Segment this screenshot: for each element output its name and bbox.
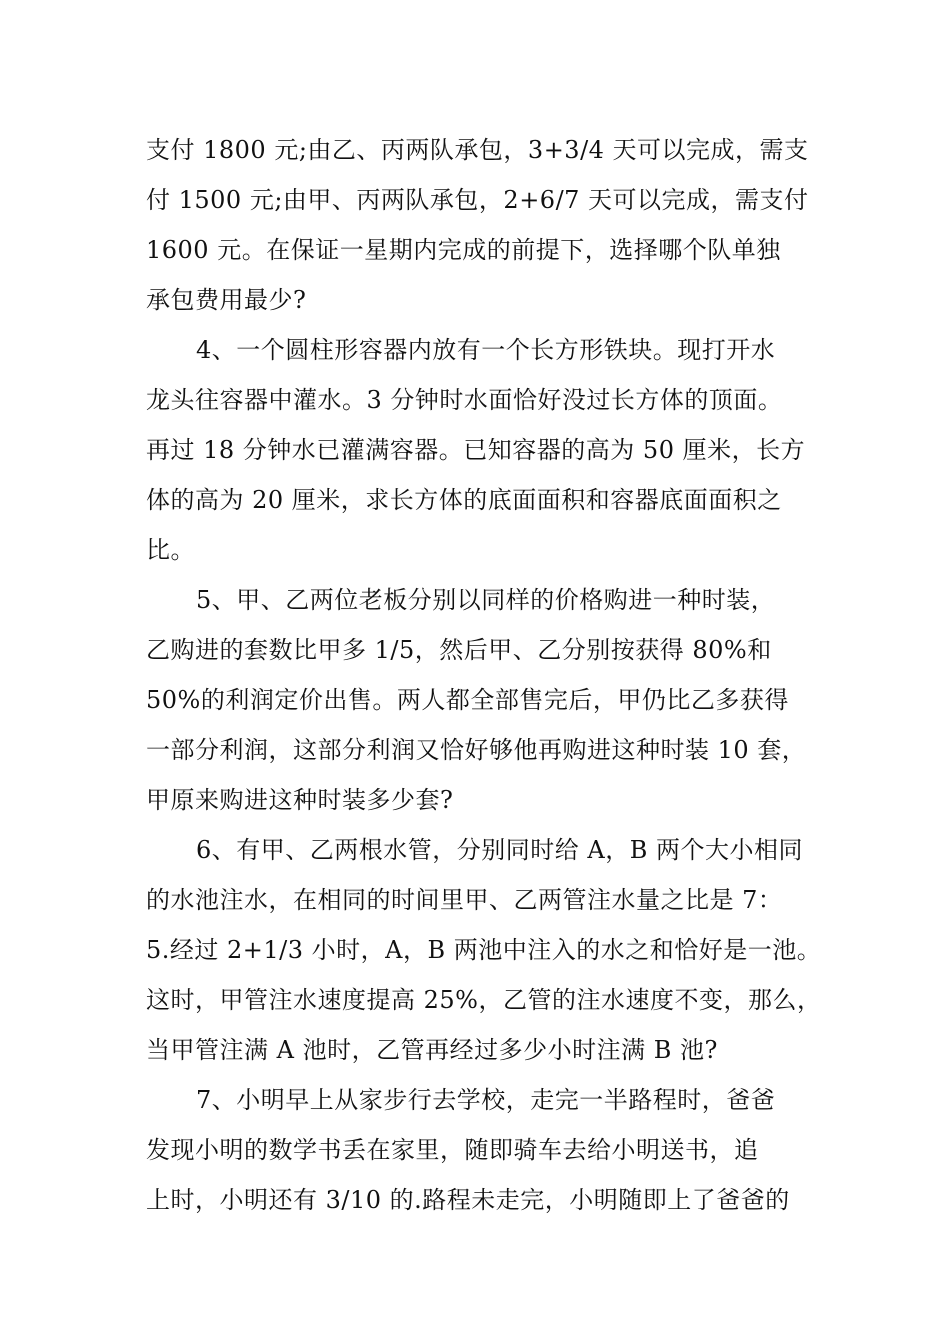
text-line-8: 体的高为 20 厘米，求长方体的底面面积和容器底面面积之 bbox=[146, 486, 782, 514]
text-line-18: 这时，甲管注水速度提高 25%，乙管的注水速度不变，那么， bbox=[146, 986, 822, 1014]
text-line-21: 发现小明的数学书丢在家里，随即骑车去给小明送书，追 bbox=[146, 1136, 759, 1164]
text-line-13: 一部分利润，这部分利润又恰好够他再购进这种时装 10 套， bbox=[146, 736, 807, 764]
text-line-16: 的水池注水，在相同的时间里甲、乙两管注水量之比是 7： bbox=[146, 886, 783, 914]
question-4-start: 4、一个圆柱形容器内放有一个长方形铁块。现打开水 bbox=[196, 336, 776, 364]
question-7-start: 7、小明早上从家步行去学校，走完一半路程时，爸爸 bbox=[196, 1086, 776, 1114]
text-line-17: 5.经过 2+1/3 小时，A，B 两池中注入的水之和恰好是一池。 bbox=[146, 936, 822, 964]
question-5-start: 5、甲、乙两位老板分别以同样的价格购进一种时装， bbox=[196, 586, 776, 614]
text-line-3: 1600 元。在保证一星期内完成的前提下，选择哪个队单独 bbox=[146, 236, 781, 264]
text-line-12: 50%的利润定价出售。两人都全部售完后，甲仍比乙多获得 bbox=[146, 686, 789, 714]
text-line-19: 当甲管注满 A 池时，乙管再经过多少小时注满 B 池? bbox=[146, 1036, 718, 1064]
text-line-1: 支付 1800 元;由乙、丙两队承包，3+3/4 天可以完成，需支 bbox=[146, 136, 809, 164]
text-line-22: 上时，小明还有 3/10 的.路程未走完，小明随即上了爸爸的 bbox=[146, 1186, 790, 1214]
text-line-11: 乙购进的套数比甲多 1/5，然后甲、乙分别按获得 80%和 bbox=[146, 636, 772, 664]
text-line-2: 付 1500 元;由甲、丙两队承包，2+6/7 天可以完成，需支付 bbox=[146, 186, 809, 214]
text-line-6: 龙头往容器中灌水。3 分钟时水面恰好没过长方体的顶面。 bbox=[146, 386, 783, 414]
text-line-7: 再过 18 分钟水已灌满容器。已知容器的高为 50 厘米，长方 bbox=[146, 436, 806, 464]
text-line-14: 甲原来购进这种时装多少套? bbox=[146, 786, 454, 814]
text-line-4: 承包费用最少? bbox=[146, 286, 307, 314]
question-6-start: 6、有甲、乙两根水管，分别同时给 A，B 两个大小相同 bbox=[196, 836, 803, 864]
text-line-9: 比。 bbox=[146, 536, 195, 564]
